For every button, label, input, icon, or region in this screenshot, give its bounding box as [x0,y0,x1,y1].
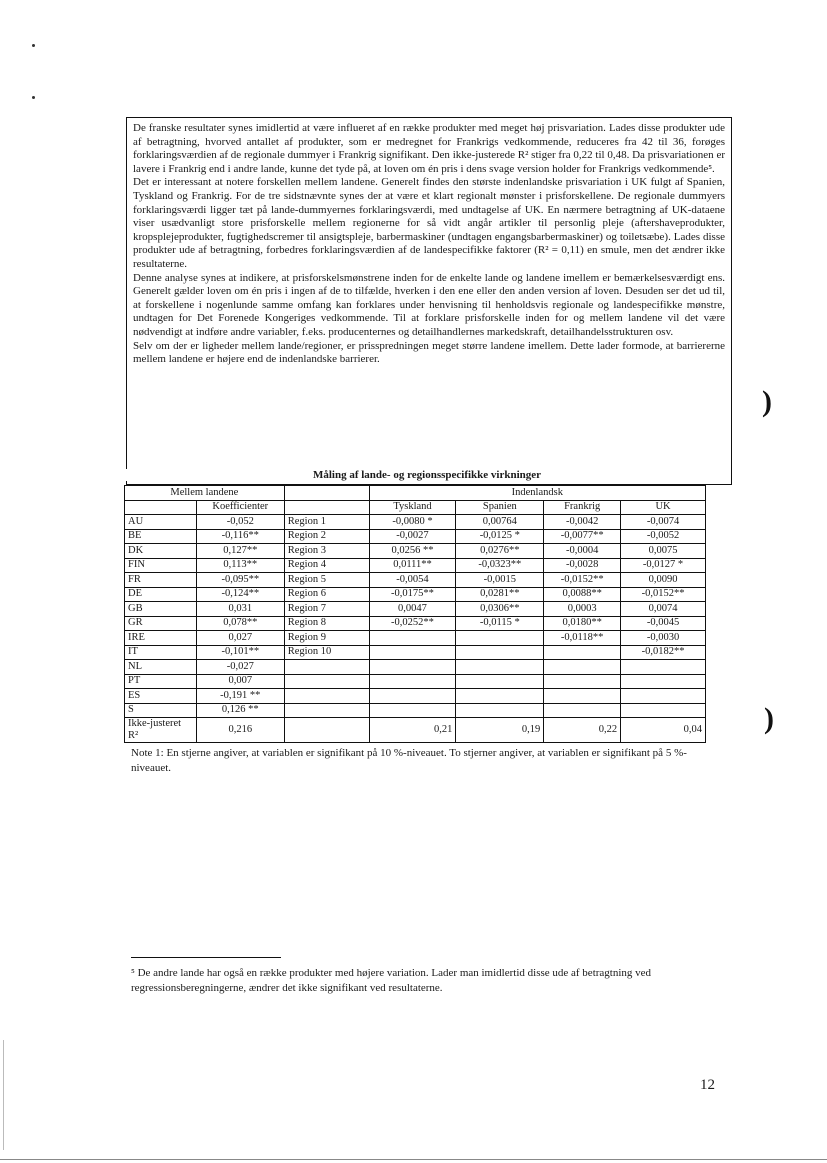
country-cell: DK [125,544,197,559]
coefficient-cell: -0,095** [196,573,284,588]
frankrig-cell [544,660,621,675]
tyskland-cell [369,645,456,660]
uk-cell: 0,0074 [621,602,706,617]
region-cell [284,703,369,718]
region-cell [284,660,369,675]
uk-cell: -0,0127 * [621,558,706,573]
region-cell [284,689,369,704]
tyskland-cell: 0,0256 ** [369,544,456,559]
table-row [125,602,706,617]
spanien-cell [456,645,544,660]
frankrig-cell: -0,0042 [544,515,621,530]
column-header-spanien: Spanien [456,500,544,515]
spanien-cell: 0,0276** [456,544,544,559]
frankrig-cell: -0,0152** [544,573,621,588]
uk-cell: -0,0182** [621,645,706,660]
frankrig-cell: 0,0088** [544,587,621,602]
table-row [125,689,706,704]
frankrig-cell: -0,0077** [544,529,621,544]
uk-cell: 0,0075 [621,544,706,559]
coefficient-cell: 0,126 ** [196,703,284,718]
spanien-cell [456,674,544,689]
table-row [125,573,706,588]
tyskland-cell [369,631,456,646]
region-cell: Region 3 [284,544,369,559]
column-header-koefficienter: Koefficienter [196,500,284,515]
tyskland-cell [369,689,456,704]
frankrig-cell: 0,0180** [544,616,621,631]
text-frame [126,117,732,485]
coefficient-cell: 0,027 [196,631,284,646]
scan-bottom-edge [0,1159,827,1160]
country-cell: IT [125,645,197,660]
region-cell: Region 4 [284,558,369,573]
tyskland-cell: 0,0047 [369,602,456,617]
tyskland-cell [369,674,456,689]
frankrig-cell: -0,0028 [544,558,621,573]
paragraph-2: Det er interessant at notere forskellen mellem landene. Generelt findes den største indenlandske prisvariation i UK fulgt af Spanien, Tyskland og Frankrig. For de tre sidstnævnte synes der at være et klart regionalt mønster i prisforskellene. De regionale dummyers forklaringsværdi ligger tæt på lande-dummyernes forklaringsværdi, med undtagelse af UK. En nærmere betragtning af UK-dataene viser usædvanligt store prisforskelle mellem regionerne for så vidt angår artikler til personlig pleje (aftershaveprodukter, kropsplejeprodukter, fugtighedscremer til ansigtspleje, barbermaskiner (undtagen engangsbarbermaskiner) og toiletsæbe). Lades disse produkter ude af betragtning, forbedres forklaringsværdien af de landespecifikke faktorer (R² = 0,11) en smule, men det ændrer ikke resultaterne. [133,176,725,270]
tyskland-cell: -0,0080 * [369,515,456,530]
uk-cell [621,703,706,718]
country-cell: S [125,703,197,718]
spanien-cell [456,703,544,718]
country-cell: PT [125,674,197,689]
regression-table [124,485,706,743]
scan-speck [32,96,35,99]
paragraph-1: De franske resultater synes imidlertid at være influeret af en række produkter med meget høj prisvariation. Lades disse produkter ude af betragtning, hvorved antallet af produkter, som er medregnet for Frankrigs vedkommende, reduceres fra 42 til 36, forøges forklaringsværdien af de regionale dummyer i Frankrig signifikant. Den ikke-justerede R² stiger fra 0,22 til 0,48. Da prisvariationen er lavere i Frankrig end i andre lande, kunne det tyde på, at loven om én pris i dens svage version holder for Frankrigs vedkommende⁵. [133,122,725,175]
spanien-cell: -0,0125 * [456,529,544,544]
spanien-cell: -0,0015 [456,573,544,588]
tyskland-cell: 0,0111** [369,558,456,573]
frankrig-cell [544,645,621,660]
uk-cell: -0,0074 [621,515,706,530]
region-cell: Region 5 [284,573,369,588]
table-row [125,645,706,660]
table-row-r2 [125,718,706,743]
table-row [125,515,706,530]
uk-cell: -0,0052 [621,529,706,544]
r2-spanien-cell: 0,19 [456,718,544,743]
paragraph-3: Denne analyse synes at indikere, at prisforskelsmønstrene inden for de enkelte lande og landene imellem er bemærkelsesværdigt ens. Generelt gælder loven om én pris i ingen af de to tilfælde, hverken i den ene eller den anden version af loven. Desuden ser det ud til, at forskellene i nogenlunde samme omfang kan forklares under henvisning til henholdsvis regionale og landespecifikke mønstre, undtagen for Det Forenede Kongeriges vedkommende. Til at forklare prisforskelle inden for og mellem landene vil det være nødvendigt at indføre andre variabler, f.eks. producenternes og detailhandlernes markedskraft, detailhandelsstrukturen osv. [133,271,725,338]
table-group-header-row [125,486,706,501]
binder-hole-mark: ) [762,385,772,418]
tyskland-cell: -0,0054 [369,573,456,588]
spanien-cell: 0,0306** [456,602,544,617]
table-row [125,558,706,573]
paragraph-4: Selv om der er ligheder mellem lande/regioner, er prisspredningen meget større landene imellem. Dette lader formode, at barriererne mellem landene er højere end de indenlandske barrierer. [133,339,725,366]
spanien-cell: 0,00764 [456,515,544,530]
r2-label-cell: Ikke-justeret R² [125,718,197,743]
region-cell: Region 10 [284,645,369,660]
coefficient-cell: -0,116** [196,529,284,544]
table-note: Note 1: En stjerne angiver, at variablen er signifikant på 10 %-niveauet. To stjerner angiver, at variablen er signifikant på 5 %-niveauet. [131,747,687,774]
spanien-cell: -0,0323** [456,558,544,573]
country-cell: GB [125,602,197,617]
page-number: 12 [700,1077,715,1093]
coefficient-cell: 0,007 [196,674,284,689]
column-header-frankrig: Frankrig [544,500,621,515]
group-header-between: Mellem landene [125,486,285,501]
frankrig-cell [544,674,621,689]
tyskland-cell [369,660,456,675]
table-row [125,616,706,631]
spanien-cell [456,660,544,675]
region-cell: Region 7 [284,602,369,617]
tyskland-cell [369,703,456,718]
frankrig-cell [544,689,621,704]
r2-frankrig-cell: 0,22 [544,718,621,743]
region-cell: Region 6 [284,587,369,602]
uk-cell [621,689,706,704]
coefficient-cell: -0,191 ** [196,689,284,704]
r2-tyskland-cell: 0,21 [369,718,456,743]
table-row [125,529,706,544]
empty-cell [284,718,369,743]
region-cell: Region 1 [284,515,369,530]
country-cell: NL [125,660,197,675]
footnote-separator [131,957,281,958]
table-row [125,631,706,646]
uk-cell [621,660,706,675]
empty-cell [284,500,369,515]
region-cell: Region 9 [284,631,369,646]
coefficient-cell: -0,052 [196,515,284,530]
table-caption: Måling af lande- og regionsspecifikke virkninger [124,469,730,481]
country-cell: FR [125,573,197,588]
spanien-cell: -0,0115 * [456,616,544,631]
coefficient-cell: 0,078** [196,616,284,631]
coefficient-cell: -0,124** [196,587,284,602]
spanien-cell [456,631,544,646]
country-cell: BE [125,529,197,544]
country-cell: FIN [125,558,197,573]
binder-hole-mark: ) [764,702,774,735]
table-row [125,674,706,689]
column-header-tyskland: Tyskland [369,500,456,515]
coefficient-cell: 0,113** [196,558,284,573]
tyskland-cell: -0,0252** [369,616,456,631]
footnote: ⁵ De andre lande har også en række produkter med højere variation. Lader man imidlertid disse ude af betragtning ved regressionsberegningerne, ændrer det ikke signifikant ved resultaterne. [131,967,652,994]
scan-edge-line [3,1040,4,1150]
coefficient-cell: -0,101** [196,645,284,660]
country-cell: DE [125,587,197,602]
country-cell: IRE [125,631,197,646]
table-row [125,587,706,602]
frankrig-cell: -0,0004 [544,544,621,559]
tyskland-cell: -0,0175** [369,587,456,602]
empty-cell [125,500,197,515]
column-header-uk: UK [621,500,706,515]
uk-cell [621,674,706,689]
country-cell: ES [125,689,197,704]
frankrig-cell: 0,0003 [544,602,621,617]
table-column-header-row [125,500,706,515]
spanien-cell: 0,0281** [456,587,544,602]
spanien-cell [456,689,544,704]
table-row [125,703,706,718]
tyskland-cell: -0,0027 [369,529,456,544]
uk-cell: -0,0045 [621,616,706,631]
table-row [125,660,706,675]
empty-cell [284,486,369,501]
coefficient-cell: 0,127** [196,544,284,559]
country-cell: AU [125,515,197,530]
r2-uk-cell: 0,04 [621,718,706,743]
r2-coefficient-cell: 0,216 [196,718,284,743]
uk-cell: 0,0090 [621,573,706,588]
uk-cell: -0,0152** [621,587,706,602]
coefficient-cell: 0,031 [196,602,284,617]
scan-speck [32,44,35,47]
region-cell: Region 8 [284,616,369,631]
frankrig-cell [544,703,621,718]
uk-cell: -0,0030 [621,631,706,646]
region-cell [284,674,369,689]
table-row [125,544,706,559]
frankrig-cell: -0,0118** [544,631,621,646]
coefficient-cell: -0,027 [196,660,284,675]
group-header-domestic: Indenlandsk [369,486,705,501]
region-cell: Region 2 [284,529,369,544]
country-cell: GR [125,616,197,631]
